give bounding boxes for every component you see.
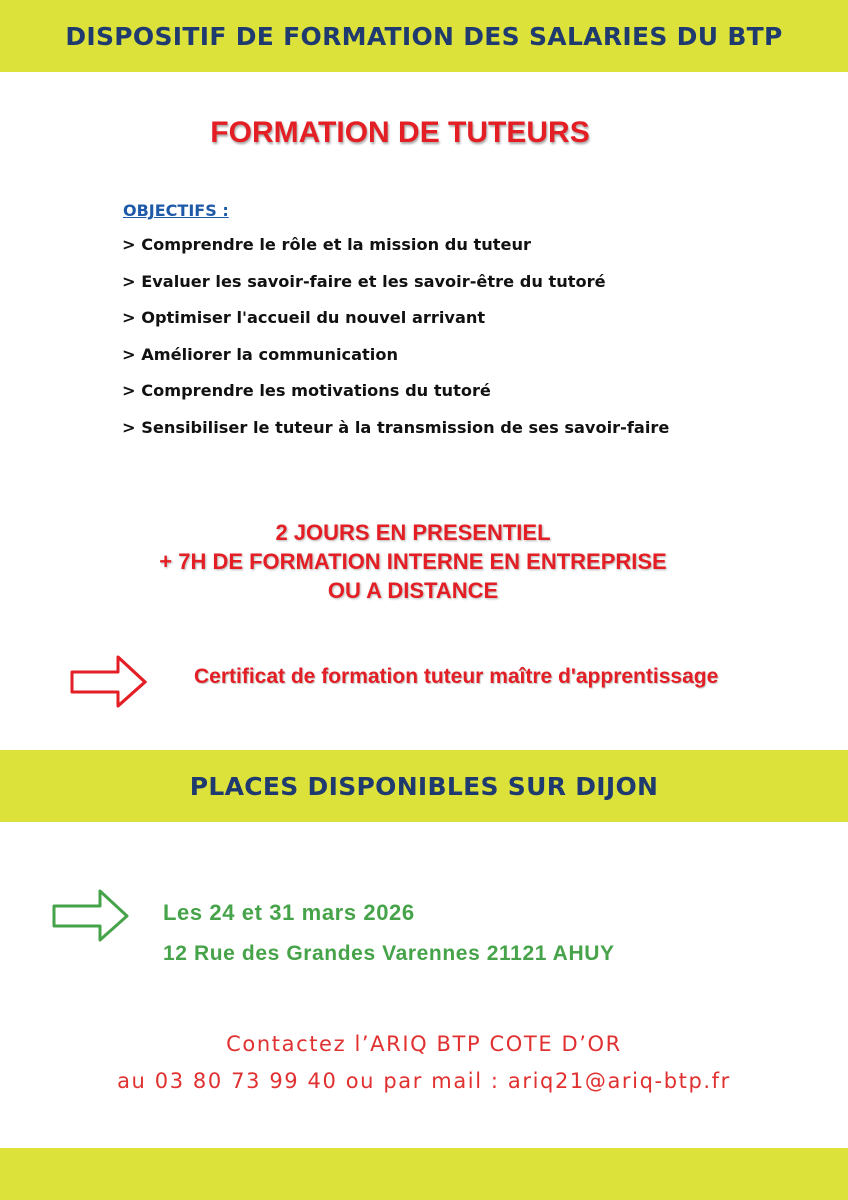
arrow-right-icon [50,886,132,944]
objective-item: > Comprendre les motivations du tutoré [122,381,491,401]
footer-band [0,1148,848,1200]
objective-item: > Sensibiliser le tuteur à la transmission de ses savoir-faire [122,417,670,437]
places-band [0,750,848,822]
objective-item: > Améliorer la communication [122,344,398,364]
certificate-text: Certificat de formation tuteur maître d'apprentissage [194,665,719,688]
objectives-heading: OBJECTIFS : [123,201,229,220]
header-title: DISPOSITIF DE FORMATION DES SALARIES DU BTP [65,21,783,51]
contact-line: au 03 80 73 99 40 ou par mail : ariq21@ariq-btp.fr [117,1069,731,1093]
duration-line: OU A DISTANCE [327,578,499,603]
duration-line: 2 JOURS EN PRESENTIEL [275,520,551,545]
main-title: FORMATION DE TUTEURS [210,116,590,149]
duration-block [0,518,826,605]
duration-line: + 7H DE FORMATION INTERNE EN ENTREPRISE [159,549,667,574]
session-address: 12 Rue des Grandes Varennes 21121 AHUY [163,942,615,965]
objective-item: > Comprendre le rôle et la mission du tuteur [122,235,531,254]
objectives-list [122,232,669,452]
places-title: PLACES DISPONIBLES SUR DIJON [189,771,659,801]
session-dates: Les 24 et 31 mars 2026 [163,900,415,925]
header-band [0,0,848,72]
objective-item: > Optimiser l'accueil du nouvel arrivant [122,308,486,328]
objective-item: > Evaluer les savoir-faire et les savoir-être du tutoré [122,271,606,291]
contact-line: Contactez l’ARIQ BTP COTE D’OR [226,1032,622,1056]
arrow-right-icon [68,652,150,710]
